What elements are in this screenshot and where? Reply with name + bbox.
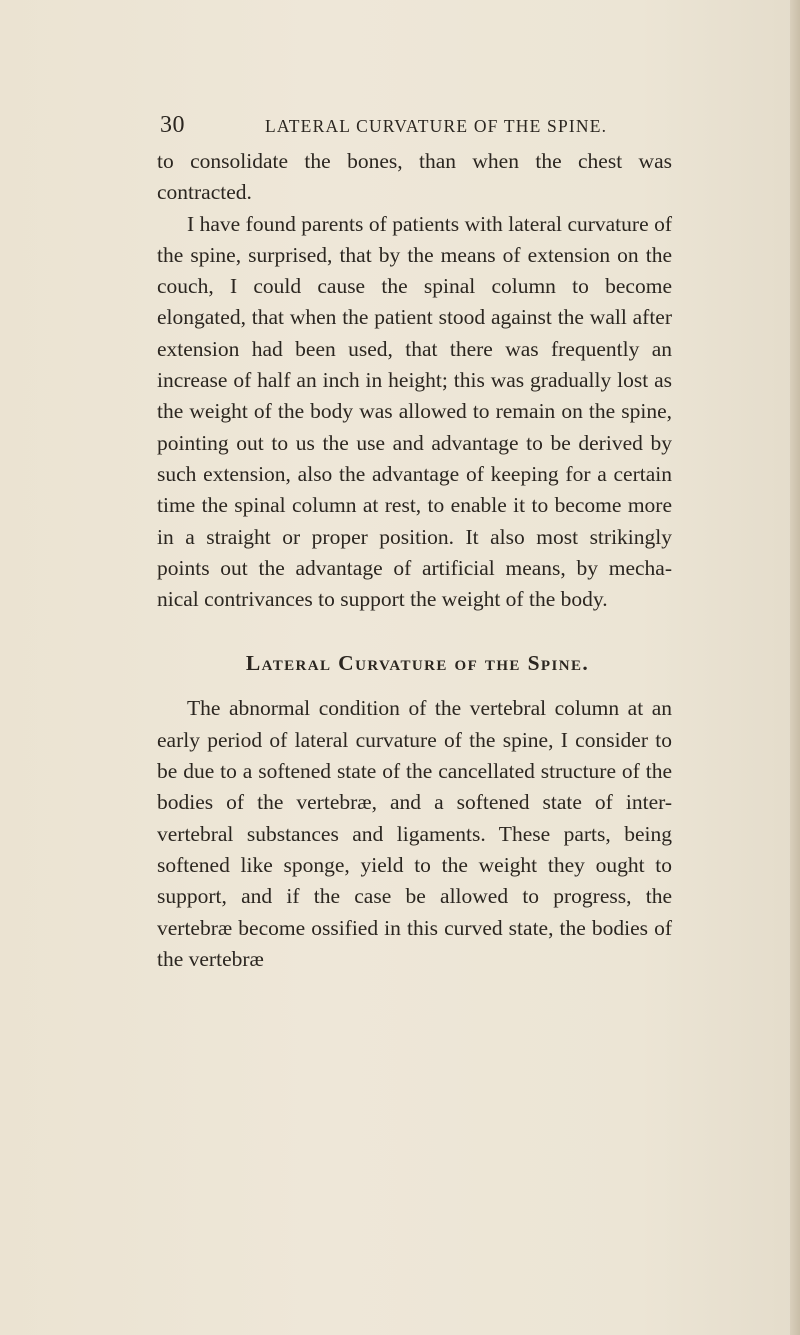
running-head: LATERAL CURVATURE OF THE SPINE. [265, 116, 608, 136]
paragraph: The abnormal condition of the vertebral column at an early period of lateral curvature of the spine, I consider to be due to a softened state of the cancellated structure of the bodies of the vertebræ, and a softened state of inter-vertebral substances and ligaments. These parts, being softened like sponge, yield to the weight they ought to support, and if the case be allowed to progress, the vertebræ become ossified in this curved state, the bodies of the vertebræ [157, 696, 672, 971]
text-block [157, 146, 672, 975]
page-edge [790, 0, 800, 1335]
page-header [160, 112, 670, 142]
section-heading: Lateral Curvature of the Spine. [245, 651, 590, 676]
paragraph: I have found parents of patients with lateral curvature of the spine, surprised, that by the means of extension on the couch, I could cause the spinal column to become elongated, that when the patient stood against the wall after extension had been used, that there was frequently an increase of half an inch in height; this was gradually lost as the weight of the body was allowed to remain on the spine, pointing out to us the use and advantage to be derived by such extension, also the advantage of keeping for a certain time the spinal column at rest, to enable it to become more in a straight or proper position. It also most strikingly points out the advantage of artificial means, by mecha- nical contrivances to support the weight of the body. [157, 211, 672, 612]
page-number: 30 [160, 112, 185, 138]
continuation-paragraph: to consolidate the bones, than when the chest was contracted. [157, 149, 672, 205]
